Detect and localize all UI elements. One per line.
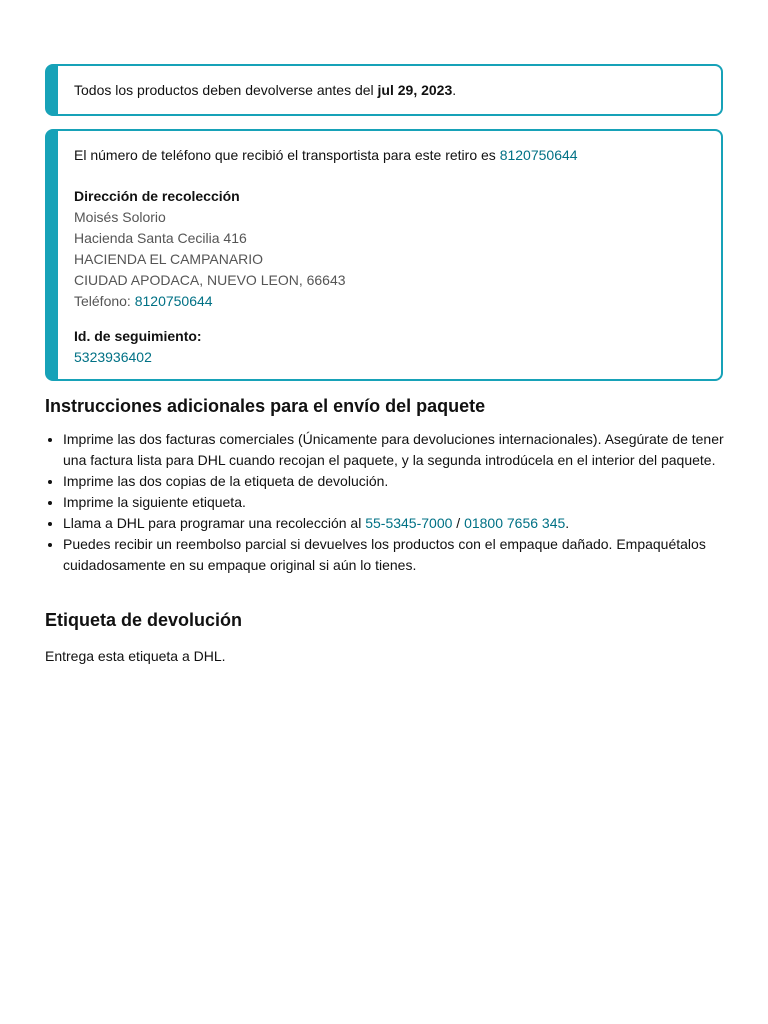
instructions-list [45,429,743,576]
deadline-suffix: . [452,82,457,98]
address-street: Hacienda Santa Cecilia 416 [74,230,247,246]
call-separator: / [452,515,465,531]
address-neighborhood: HACIENDA EL CAMPANARIO [74,251,264,267]
pickup-address-heading: Dirección de recolección [74,188,240,204]
list-item: • Puedes recibir un reembolso parcial si devuelves los productos con el empaque dañado. Empaquétalos cuidadosamente en su empaque original si aún lo tienes. [63,534,743,576]
deadline-prefix: Todos los productos deben devolverse antes del [74,82,378,98]
list-item: • Imprime las dos copias de la etiqueta de devolución. [63,471,743,492]
dhl-phone-link-2[interactable]: 01800 7656 345 [464,515,566,531]
address-name: Moisés Solorio [74,209,166,225]
dhl-phone-link-1[interactable]: 55-5345-7000 [365,515,453,531]
pickup-address [74,186,721,312]
carrier-phone-notice-text: El número de teléfono que recibió el transportista para este retiro es [74,147,500,163]
tracking-section [74,326,721,368]
return-deadline-notice [45,64,723,116]
return-label-heading: Etiqueta de devolución [45,610,243,630]
deadline-date: jul 29, 2023 [377,82,453,98]
tracking-label: Id. de seguimiento: [74,328,202,344]
address-phone-link[interactable]: 8120750644 [134,293,213,309]
address-phone [74,291,721,312]
list-item: • Imprime las dos facturas comerciales (Únicamente para devoluciones internacionales). Asegúrate de tener una factura lista para DHL cuando recojan el paquete, y la segunda introdúcela en el interior del paquete. [63,429,743,471]
list-item: • Imprime la siguiente etiqueta. [63,492,743,513]
carrier-phone-notice [74,145,721,166]
pickup-info-box [45,129,723,381]
address-city: CIUDAD APODACA, NUEVO LEON, 66643 [74,272,346,288]
call-prefix: Llama a DHL para programar una recolección al [63,515,366,531]
carrier-phone-link[interactable]: 8120750644 [499,147,578,163]
tracking-id-link[interactable]: 5323936402 [74,349,152,365]
list-item-call-dhl [63,513,743,534]
call-suffix: . [565,515,570,531]
address-phone-label: Teléfono: [74,293,135,309]
instructions-heading: Instrucciones adicionales para el envío del paquete [45,396,486,416]
return-label-instruction: Entrega esta etiqueta a DHL. [45,648,226,664]
